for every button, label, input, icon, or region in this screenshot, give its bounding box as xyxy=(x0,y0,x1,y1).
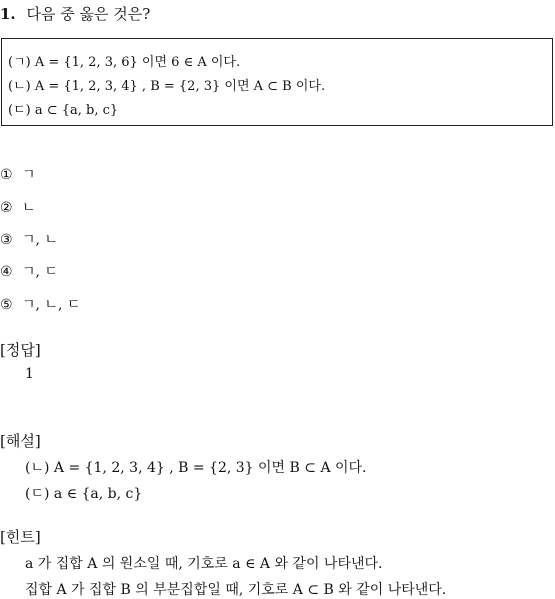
hint-line-2: 집합 A 가 집합 B 의 부분집합일 때, 기호로 A ⊂ B 와 같이 나타낸다. xyxy=(25,582,447,598)
explanation-line-2: (ㄷ) a ∈ {a, b, c} xyxy=(25,486,143,502)
answer-heading: [정답] xyxy=(0,341,41,359)
question-number: 1. xyxy=(0,5,16,23)
choice-5[interactable] xyxy=(0,294,80,314)
choice-marker: ④ xyxy=(0,264,13,280)
choice-text: ㄱ, ㄴ xyxy=(22,232,58,248)
choice-text: ㄱ, ㄴ, ㄷ xyxy=(22,297,81,313)
choice-marker: ⑤ xyxy=(0,297,13,313)
choice-marker: ③ xyxy=(0,232,13,248)
statement-1: (ㄱ) A = {1, 2, 3, 6} 이면 6 ∈ A 이다. xyxy=(8,55,241,70)
statement-box xyxy=(1,38,553,126)
explanation-line-1: (ㄴ) A = {1, 2, 3, 4} , B = {2, 3} 이면 B ⊂ A 이다. xyxy=(25,460,367,476)
question-title xyxy=(0,3,150,24)
statement-3: (ㄷ) a ⊂ {a, b, c} xyxy=(8,103,119,118)
choice-text: ㄴ xyxy=(22,200,36,216)
choice-text: ㄱ xyxy=(22,167,36,183)
choice-2[interactable] xyxy=(0,197,36,217)
choice-4[interactable] xyxy=(0,261,58,281)
question-text: 다음 중 옳은 것은? xyxy=(26,5,151,23)
choice-1[interactable] xyxy=(0,164,36,184)
hint-line-1: a 가 집합 A 의 원소일 때, 기호로 a ∈ A 와 같이 나타낸다. xyxy=(25,556,383,572)
choice-marker: ② xyxy=(0,200,13,216)
hint-heading: [힌트] xyxy=(0,528,41,546)
choice-3[interactable] xyxy=(0,229,58,249)
answer-value: 1 xyxy=(25,366,34,382)
statement-2: (ㄴ) A = {1, 2, 3, 4} , B = {2, 3} 이면 A ⊂ B 이다. xyxy=(8,79,326,94)
choice-marker: ① xyxy=(0,167,13,183)
explanation-heading: [해설] xyxy=(0,432,41,450)
choice-text: ㄱ, ㄷ xyxy=(22,264,58,280)
